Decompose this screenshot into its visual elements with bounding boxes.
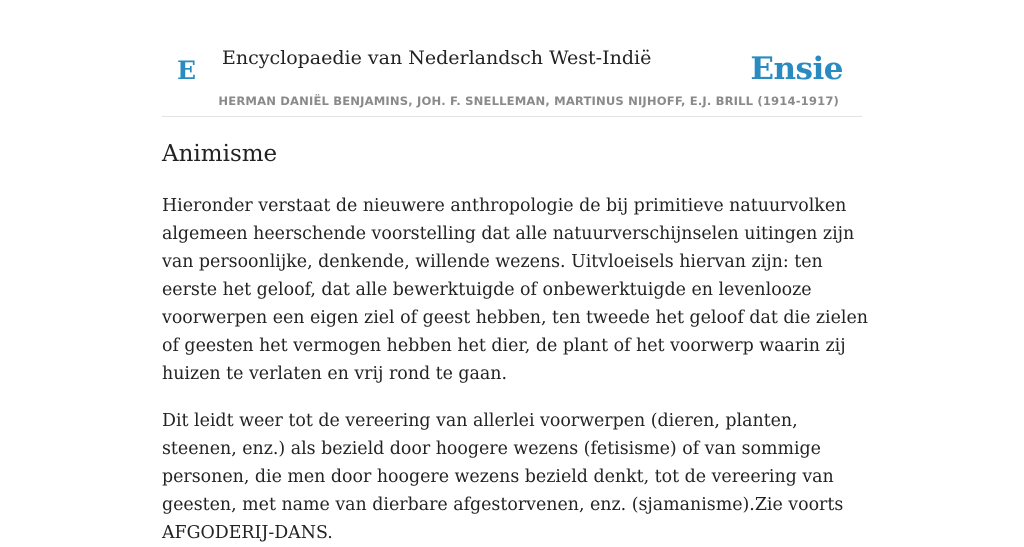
- book-title-link[interactable]: Encyclopaedie van Nederlandsch West-Indië: [222, 47, 652, 69]
- article-paragraph: Dit leidt weer tot de vereering van allerlei voorwerpen (dieren, planten, steenen, enz.) als bezield door hoogere wezens (fetisisme) of van sommige personen, die men door hoogere wezens bezield denkt, tot de vereering van geesten, met name van dierbare afgestorvenen, enz. (sjamanisme).Zie voorts AFGODERIJ-DANS.: [162, 411, 844, 543]
- article-title: Animisme: [162, 141, 278, 167]
- book-authors: HERMAN DANIËL BENJAMINS, JOH. F. SNELLEMAN, MARTINUS NIJHOFF, E.J. BRILL (1914-1917): [218, 94, 839, 108]
- book-header: [162, 0, 862, 117]
- article-paragraph: Hieronder verstaat de nieuwere anthropologie de bij primitieve natuurvolken algemeen heerschende voorstelling dat alle natuurverschijnselen uitingen zijn van persoonlijke, denkende, willende wezens. Uitvloeisels hiervan zijn: ten eerste het geloof, dat alle bewerktuigde of onbewerktuigde en levenlooze voorwerpen een eigen ziel of geest hebben, ten tweede het geloof dat die zielen of geesten het vermogen hebben het dier, de plant of het voorwerp waarin zij huizen te verlaten en vrij rond te gaan.: [162, 196, 868, 384]
- page-content: [162, 0, 868, 543]
- ensie-logo-link[interactable]: Ensie: [750, 51, 843, 87]
- book-logo-icon[interactable]: E: [177, 56, 197, 85]
